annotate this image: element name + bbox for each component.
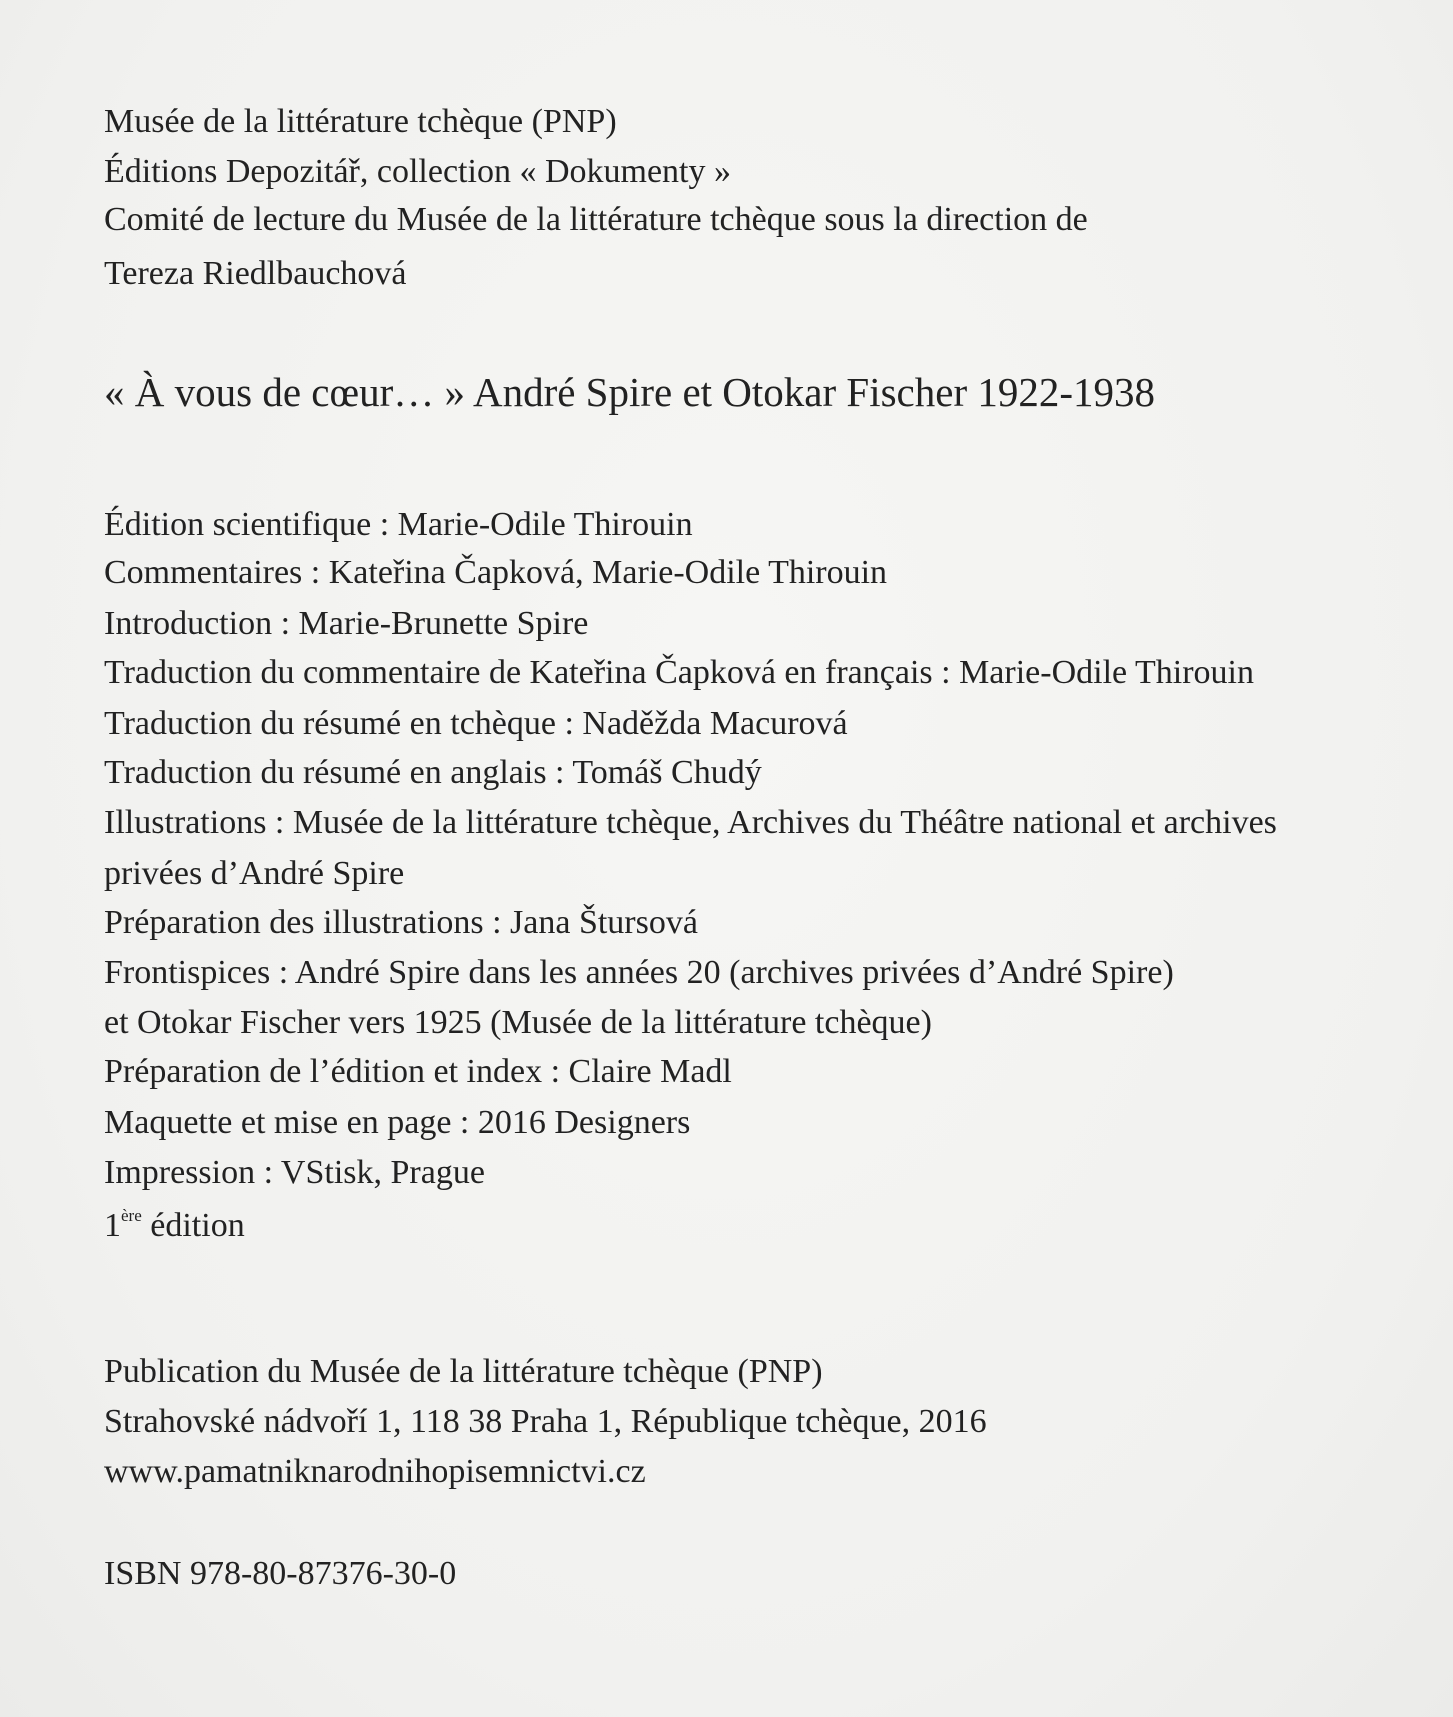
credit-line: Illustrations : Musée de la littérature tchèque, Archives du Théâtre national et archives — [104, 804, 1277, 841]
credit-line: Traduction du résumé en anglais : Tomáš Chudý — [104, 754, 762, 791]
credit-line: Frontispices : André Spire dans les années 20 (archives privées d’André Spire) — [104, 954, 1174, 991]
credit-line: Traduction du commentaire de Kateřina Čapková en français : Marie-Odile Thirouin — [104, 654, 1254, 691]
credit-line: Introduction : Marie-Brunette Spire — [104, 605, 589, 642]
credit-line: Commentaires : Kateřina Čapková, Marie-Odile Thirouin — [104, 554, 888, 591]
publisher-line: Musée de la littérature tchèque (PNP) — [104, 103, 617, 140]
edition-superscript: ère — [121, 1206, 142, 1225]
publisher-line: Tereza Riedlbauchová — [104, 255, 407, 292]
credit-line: Traduction du résumé en tchèque : Naděžda Macurová — [104, 705, 848, 742]
edition-line — [104, 1206, 245, 1244]
credit-line: Préparation de l’édition et index : Claire Madl — [104, 1053, 732, 1090]
publisher-line: Éditions Depozitář, collection « Dokumenty » — [104, 153, 731, 190]
isbn: ISBN 978-80-87376-30-0 — [104, 1555, 457, 1592]
edition-word: édition — [150, 1207, 245, 1244]
imprint-url: www.pamatniknarodnihopisemnictvi.cz — [104, 1453, 646, 1490]
imprint-line: Strahovské nádvoří 1, 118 38 Praha 1, République tchèque, 2016 — [104, 1403, 987, 1440]
imprint-line: Publication du Musée de la littérature tchèque (PNP) — [104, 1353, 823, 1390]
credit-line: Préparation des illustrations : Jana Štursová — [104, 904, 698, 941]
edition-number: 1 — [104, 1207, 121, 1244]
credit-line: Maquette et mise en page : 2016 Designers — [104, 1104, 691, 1141]
credit-line: et Otokar Fischer vers 1925 (Musée de la littérature tchèque) — [104, 1004, 932, 1041]
credit-line: Édition scientifique : Marie-Odile Thirouin — [104, 506, 693, 543]
credit-line: privées d’André Spire — [104, 855, 405, 892]
book-title: « À vous de cœur… » André Spire et Otokar Fischer 1922-1938 — [104, 369, 1156, 415]
credit-line: Impression : VStisk, Prague — [104, 1154, 485, 1191]
publisher-line: Comité de lecture du Musée de la littérature tchèque sous la direction de — [104, 201, 1088, 238]
